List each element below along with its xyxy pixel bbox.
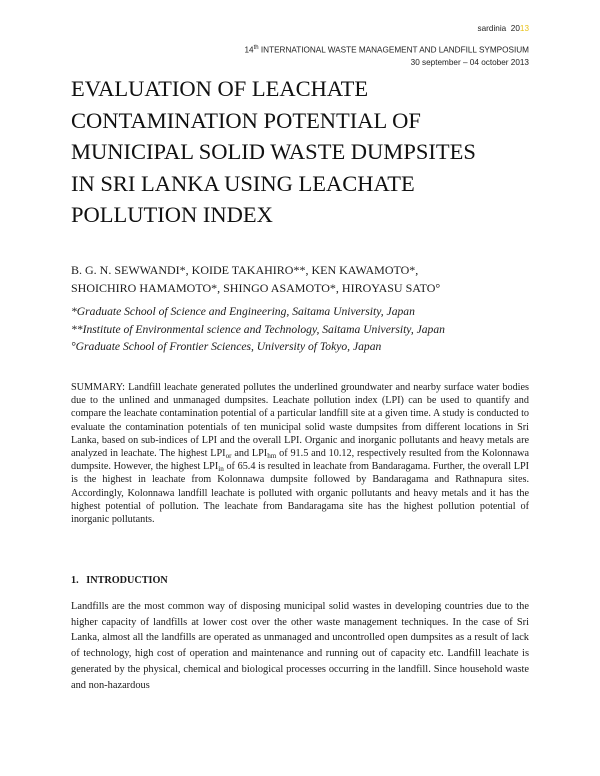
introduction-paragraph: Landfills are the most common way of disposing municipal solid wastes in developing countries due to the higher capacity of landfills at lower cost over the other waste management techniques. In the case of Sri Lanka, almost all the landfills are operated as unmanaged and uncontrolled open dumpsites as a result of lack of technology, high cost of operation and maintenance and running out of capacity etc. Landfill leachate is generated by the physical, chemical and biological processes occurring in the landfill. Since household waste and non-hazardous bbox=[71, 601, 529, 691]
summary-text: of 65.4 is resulted in leachate from Bandaragama. Further, the overall LPI is the highest in leachate from Kolonnawa dumpsite followed by Bandaragama and Rathnapura sites. Accordingly, Kolonnawa landfill leachate is polluted with organic pollutants and heavy metals and it has the highest potential of pollution. The leachate from Bandaragama site has the highest pollution potential of inorganic pollutants. bbox=[71, 461, 530, 526]
authors-line: B. G. N. SEWWANDI*, KOIDE TAKAHIRO**, KEN KAWAMOTO*, bbox=[71, 263, 419, 277]
title-line: EVALUATION OF LEACHATE bbox=[71, 76, 369, 101]
title-line: POLLUTION INDEX bbox=[71, 202, 273, 227]
affiliation: °Graduate School of Frontier Sciences, University of Tokyo, Japan bbox=[71, 340, 382, 353]
title-line: IN SRI LANKA USING LEACHATE bbox=[71, 170, 415, 196]
venue-name: sardinia bbox=[477, 24, 507, 33]
affiliation: **Institute of Environmental science and Technology, Saitama University, Japan bbox=[71, 322, 445, 336]
year-prefix: 20 bbox=[510, 24, 520, 33]
summary-text: of 91.5 and 10.12, respectively resulted from the Kolonnawa dumpsite. However, the highest LPI bbox=[71, 448, 529, 473]
symposium-ordinal: 14 bbox=[244, 45, 254, 55]
running-header-symposium bbox=[244, 45, 529, 55]
summary-abstract bbox=[71, 381, 529, 526]
lpi-subscript: in bbox=[218, 465, 224, 474]
affiliation: *Graduate School of Science and Engineering, Saitama University, Japan bbox=[71, 305, 415, 318]
author-list bbox=[71, 262, 541, 297]
title-line: MUNICIPAL SOLID WASTE DUMPSITES bbox=[71, 139, 476, 164]
paper-title bbox=[71, 73, 541, 231]
lpi-subscript: hm bbox=[267, 452, 277, 461]
section-heading-introduction: 1. INTRODUCTION bbox=[71, 575, 168, 586]
running-header-dates: 30 september – 04 october 2013 bbox=[410, 58, 529, 67]
lpi-subscript: or bbox=[225, 452, 232, 461]
affiliations bbox=[71, 303, 541, 356]
running-header-venue bbox=[478, 24, 529, 33]
authors-line: SHOICHIRO HAMAMOTO*, SHINGO ASAMOTO*, HIROYASU SATO° bbox=[71, 280, 441, 295]
summary-text: SUMMARY: Landfill leachate generated pollutes the underlined groundwater and nearby surface water bodies due to the unlined and unmanaged dumpsites. Leachate pollution index (LPI) can be used to quantify and compare the leachate contamination potential of a particular landfill site at a given time. A study is conducted to evaluate the contamination potentials of ten municipal solid waste dumpsites from different locations in Sri Lanka, based on sub-indices of LPI and the overall LPI. Organic and inorganic pollutants and heavy metals are analyzed in leachate. The highest LPI bbox=[71, 382, 529, 460]
title-line: CONTAMINATION POTENTIAL OF bbox=[71, 107, 421, 133]
year-suffix: 13 bbox=[519, 24, 529, 33]
symposium-name: INTERNATIONAL WASTE MANAGEMENT AND LANDFILL SYMPOSIUM bbox=[258, 45, 529, 55]
summary-text: and LPI bbox=[231, 448, 268, 460]
symposium-ordinal-suffix: th bbox=[253, 45, 259, 51]
